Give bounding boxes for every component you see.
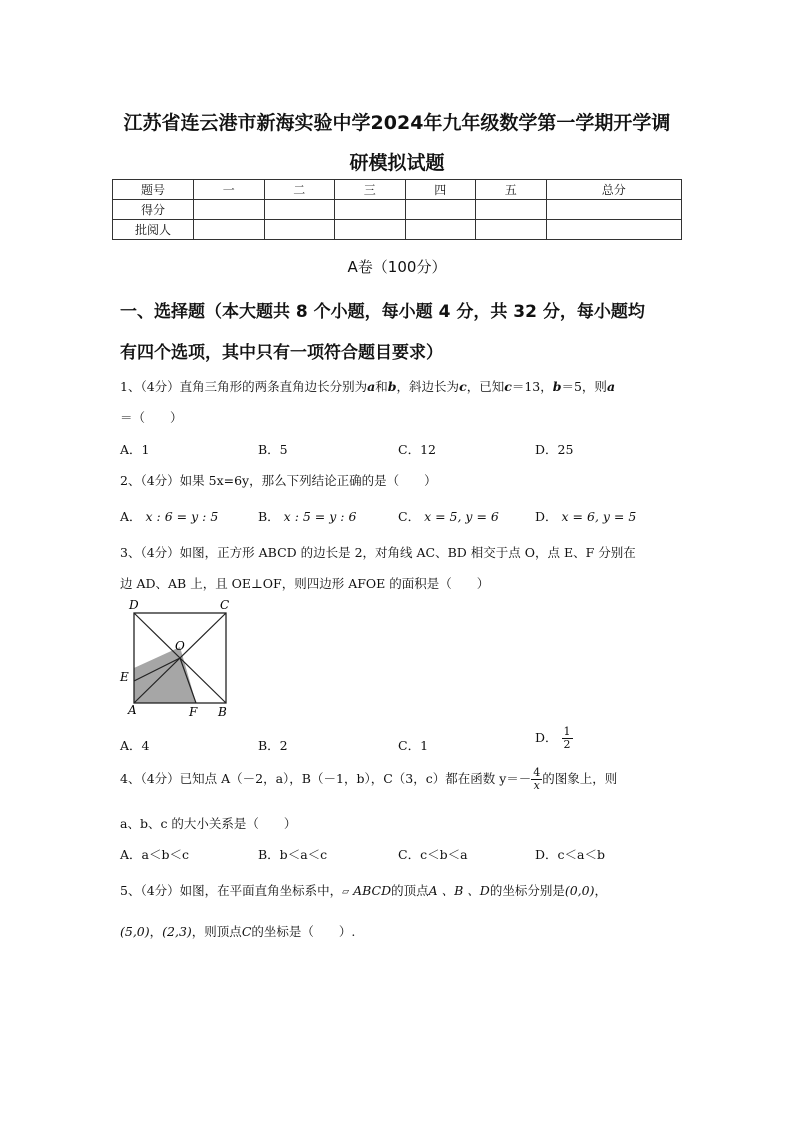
label-a: A — [128, 703, 137, 717]
label-f: F — [189, 705, 198, 719]
score-header-cell: 题号 — [113, 180, 194, 200]
fraction-half: $\frac{1}{2}$ — [563, 725, 571, 751]
label-b: B — [218, 705, 227, 719]
score-cell — [335, 220, 406, 240]
question-3-line1: 3、（4分）如图，正方形 ABCD 的边长是 2，对角线 AC、BD 相交于点 O，点 E、F 分别在 — [120, 545, 636, 560]
q1-option-a: A．1 — [120, 442, 150, 457]
question-2-stem: 2、（4分）如果 5x=6y，那么下列结论正确的是（ ） — [120, 473, 437, 488]
q3-option-b: B．2 — [258, 738, 288, 753]
question-5-line1: 5、（4分）如图，在平面直角坐标系中，▱ ABCD的顶点A 、B 、D的坐标分别是(0,0)， — [120, 883, 607, 898]
exam-title-line2: 研模拟试题 — [349, 152, 445, 174]
label-o: O — [175, 639, 185, 653]
q4-option-a: A．a＜b＜c — [120, 847, 189, 862]
question-4-line2: a、b、c 的大小关系是（ ） — [120, 816, 297, 831]
score-cell — [476, 220, 547, 240]
q4-option-d: D．c＜a＜b — [535, 847, 605, 862]
question-4-line1: 4、（4分）已知点 A（－2，a），B（－1，b），C（3，c）都在函数 y＝－ $\frac{4}{x}$ 的图象上，则 — [120, 766, 618, 792]
q2-option-c: C． x = 5, y = 6 — [398, 509, 499, 524]
score-cell — [405, 200, 476, 220]
q3-option-c: C．1 — [398, 738, 429, 753]
score-cell — [546, 220, 682, 240]
q4-option-c: C．c＜b＜a — [398, 847, 468, 862]
q1-option-d: D．25 — [535, 442, 574, 457]
score-header-cell: 四 — [405, 180, 476, 200]
q1-option-c: C．12 — [398, 442, 436, 457]
question-3-line2: 边 AD、AB 上，且 OE⊥OF，则四边形 AFOE 的面积是（ ） — [120, 576, 490, 591]
exam-title-line1: 江苏省连云港市新海实验中学2024年九年级数学第一学期开学调 — [123, 112, 671, 134]
score-cell — [546, 200, 682, 220]
q4-option-b: B．b＜a＜c — [258, 847, 328, 862]
score-table-row — [113, 220, 682, 240]
q2-option-d: D． x = 6, y = 5 — [535, 509, 637, 524]
label-d: D — [129, 598, 139, 612]
score-table — [112, 179, 682, 240]
score-cell — [476, 200, 547, 220]
q1-option-b: B．5 — [258, 442, 288, 457]
score-header-cell: 一 — [194, 180, 265, 200]
score-header-cell: 二 — [264, 180, 335, 200]
question-1-line1: 1、（4分）直角三角形的两条直角边长分别为a和b，斜边长为c，已知c＝13，b＝5，则a — [120, 379, 616, 394]
score-cell — [194, 200, 265, 220]
score-header-cell: 总分 — [546, 180, 682, 200]
score-table-header-row — [113, 180, 682, 200]
square-figure — [116, 596, 236, 721]
score-cell — [405, 220, 476, 240]
section-heading-line1: 一、选择题（本大题共 8 个小题，每小题 4 分，共 32 分，每小题均 — [120, 302, 645, 322]
score-cell — [264, 220, 335, 240]
score-table-row — [113, 200, 682, 220]
reviewer-row-label: 批阅人 — [113, 220, 194, 240]
q2-option-b: B． x : 5 = y : 6 — [258, 509, 357, 524]
label-e: E — [120, 670, 129, 684]
question-1-line2: ＝（ ） — [120, 410, 183, 425]
volume-heading: A卷（100分） — [347, 258, 447, 276]
score-cell — [335, 200, 406, 220]
question-5-line2: (5,0)，(2,3)，则顶点C的坐标是（ ）. — [120, 924, 356, 939]
score-cell — [194, 220, 265, 240]
score-header-cell: 五 — [476, 180, 547, 200]
fraction-4-over-x: $\frac{4}{x}$ — [533, 766, 541, 792]
score-header-cell: 三 — [335, 180, 406, 200]
q3-option-a: A．4 — [120, 738, 150, 753]
q3-option-d: D． $\frac{1}{2}$ — [535, 725, 571, 751]
parallelogram-symbol: ▱ — [342, 887, 350, 897]
label-c: C — [220, 598, 230, 612]
score-row-label: 得分 — [113, 200, 194, 220]
q2-option-a: A． x : 6 = y : 5 — [120, 509, 219, 524]
section-heading-line2: 有四个选项，其中只有一项符合题目要求） — [120, 343, 443, 363]
score-cell — [264, 200, 335, 220]
